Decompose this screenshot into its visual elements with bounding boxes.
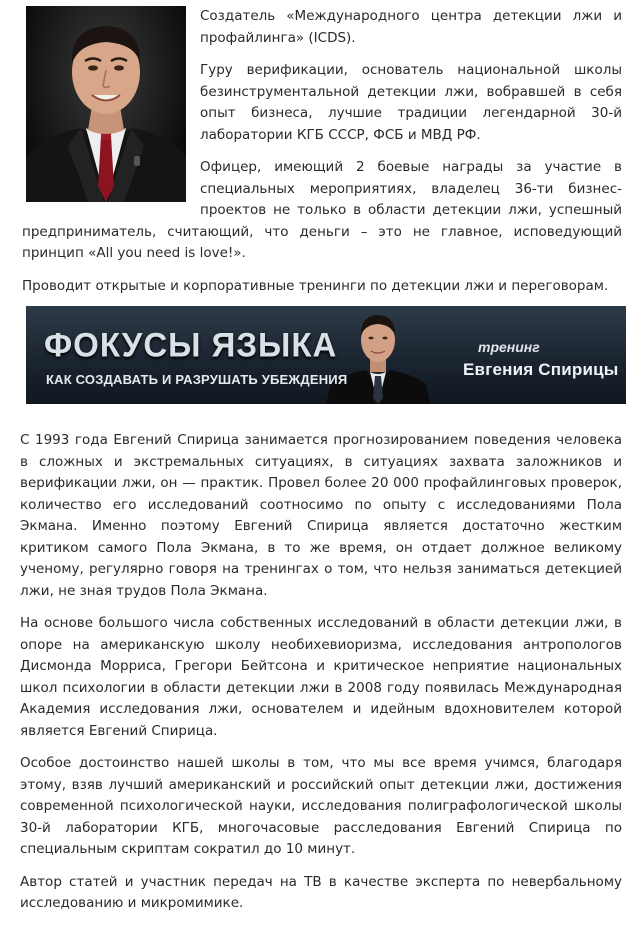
portrait-illustration xyxy=(26,6,186,202)
intro-paragraph-3: Офицер, имеющий 2 боевые награды за участие в специальных мероприятиях, владелец 36-ти бизнес-проектов не только в области детекции лжи, успешный предприниматель, считающий, что деньги – это не главное, исповедующий принцип «All you need is love!». xyxy=(22,159,622,261)
intro-paragraph-1: Создатель «Международного центра детекции лжи и профайлинга» (ICDS). xyxy=(200,8,622,46)
body-paragraph-4: Автор статей и участник передач на ТВ в качестве эксперта по невербальному исследованию и микромимике. xyxy=(20,873,622,911)
banner-subtitle: КАК СОЗДАВАТЬ И РАЗРУШАТЬ УБЕЖДЕНИЯ xyxy=(46,372,348,387)
body-paragraph-3: Особое достоинство нашей школы в том, что мы все время учимся, благодаря этому, взяв лучший американский и российский опыт детекции лжи, достижения современной психологической науки, исследования полиграфологической школы 30-й лаборатории КГБ, многочасовые расследования Евгений Спирица по специальным скриптам сократил до 10 минут. xyxy=(20,755,622,857)
biography-section xyxy=(20,430,622,926)
banner-trainer-name: Евгения Спирицы xyxy=(463,360,619,379)
body-paragraph-1: С 1993 года Евгений Спирица занимается прогнозированием поведения человека в сложных и экстремальных ситуациях, в ситуациях захвата заложников и верификации лжи, он — практик. Провел более 20 000 профайлинговых проверок, количество его исследований соотносимо по опыту с исследованиями Пола Экмана. Именно поэтому Евгений Спирица является достаточно жестким критиком самого Пола Экмана, в то же время, он отдает должное великому ученому, регулярно говоря на тренингах о том, что нельзя заниматься детекцией лжи, не зная трудов Пола Экмана. xyxy=(20,432,622,599)
banner-training-label: тренинг xyxy=(478,339,540,355)
banner-title: ФОКУСЫ ЯЗЫКА xyxy=(44,325,338,364)
training-banner[interactable] xyxy=(26,306,626,404)
author-portrait xyxy=(26,6,186,202)
body-paragraph-2: На основе большого числа собственных исследований в области детекции лжи, в опоре на американскую школу необихевиоризма, исследования антропологов Дисмонда Морриса, Грегори Бейтсона и критическое неприятие национальных школ психологии в области детекции лжи в 2008 году появилась Международная Академия исследования лжи, основателем и идейным вдохновителем которой является Евгений Спирица. xyxy=(20,615,622,739)
intro-section xyxy=(22,0,622,308)
intro-paragraph-4: Проводит открытые и корпоративные тренинги по детекции лжи и переговорам. xyxy=(22,277,609,294)
intro-paragraph-2: Гуру верификации, основатель национальной школы безинструментальной детекции лжи, вобравшей в себя опыт бизнеса, лучшие традиции легендарной 30-й лаборатории КГБ СССР, ФСБ и МВД РФ. xyxy=(200,62,622,143)
